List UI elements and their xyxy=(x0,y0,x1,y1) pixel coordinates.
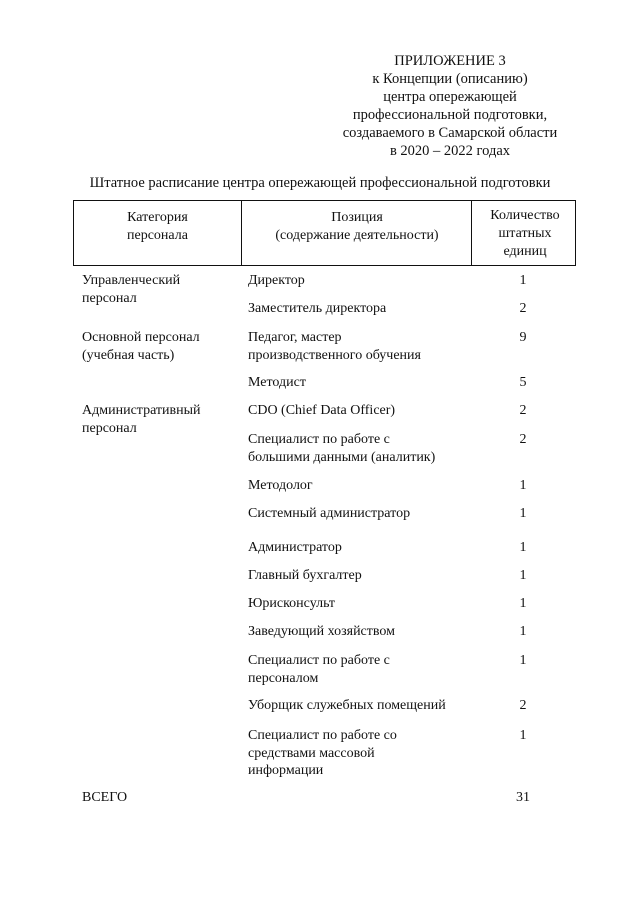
appendix-number: ПРИЛОЖЕНИЕ 3 xyxy=(394,53,506,69)
header-category xyxy=(74,201,241,265)
category-administrative xyxy=(82,402,242,437)
table-header xyxy=(73,200,576,266)
position-text: Заместитель директора xyxy=(248,301,387,316)
position-text: Администратор xyxy=(248,540,342,555)
category-text: Административный xyxy=(82,403,201,418)
appendix-line: создаваемого в Самарской области xyxy=(342,125,558,141)
header-text: Количество xyxy=(490,208,560,223)
position-cell xyxy=(248,652,478,687)
header-text: персонала xyxy=(127,228,188,243)
position-text: Директор xyxy=(248,273,305,288)
position-text: Специалист по работе с xyxy=(248,432,390,447)
category-text: Управленческий xyxy=(82,273,181,288)
quantity-cell: 2 xyxy=(519,432,527,447)
category-text: персонал xyxy=(82,290,137,306)
appendix-line: центра опережающей xyxy=(383,89,517,105)
quantity-cell: 2 xyxy=(519,301,527,316)
quantity-cell: 1 xyxy=(519,506,527,521)
position-text: производственного обучения xyxy=(248,347,421,363)
position-text: Специалист по работе с xyxy=(248,653,390,668)
header-position xyxy=(241,201,472,265)
header-text: (содержание деятельности) xyxy=(275,228,439,243)
position-text: средствами массовой xyxy=(248,745,375,761)
position-text: информации xyxy=(248,763,324,778)
position-text: Системный администратор xyxy=(248,506,411,521)
quantity-cell: 1 xyxy=(519,596,527,611)
position-text: CDO (Chief Data Officer) xyxy=(248,403,396,418)
quantity-cell: 2 xyxy=(519,403,527,418)
position-text: персоналом xyxy=(248,670,319,686)
category-main xyxy=(82,329,242,364)
position-cell xyxy=(248,374,478,392)
header-text: штатных xyxy=(498,226,552,241)
position-cell xyxy=(248,431,478,466)
total-label: ВСЕГО xyxy=(82,790,128,805)
position-cell xyxy=(248,595,478,613)
position-cell xyxy=(248,402,478,420)
header-text: Категория xyxy=(127,210,188,225)
position-text: Заведующий хозяйством xyxy=(248,624,395,639)
position-cell xyxy=(248,505,478,523)
position-cell xyxy=(248,300,478,318)
appendix-header xyxy=(300,52,600,160)
appendix-line: в 2020 – 2022 годах xyxy=(389,143,511,159)
position-cell xyxy=(248,727,478,780)
quantity-cell: 5 xyxy=(519,375,527,390)
header-quantity xyxy=(471,201,578,265)
quantity-cell: 2 xyxy=(519,698,527,713)
position-text: Методист xyxy=(248,375,306,390)
category-text: (учебная часть) xyxy=(82,347,175,363)
category-text: персонал xyxy=(82,420,137,436)
position-cell xyxy=(248,329,478,364)
position-text: Методолог xyxy=(248,478,313,493)
category-text: Основной персонал xyxy=(82,330,200,345)
header-text: Позиция xyxy=(331,210,383,225)
appendix-line: профессиональной подготовки, xyxy=(352,107,548,123)
total-value: 31 xyxy=(516,790,530,805)
position-cell xyxy=(248,567,478,585)
position-text: Педагог, мастер xyxy=(248,330,342,345)
appendix-line: к Концепции (описанию) xyxy=(372,71,528,87)
position-text: Уборщик служебных помещений xyxy=(248,698,446,713)
quantity-cell: 1 xyxy=(519,478,527,493)
quantity-cell: 1 xyxy=(519,653,527,668)
position-cell xyxy=(248,477,478,495)
category-management xyxy=(82,272,242,307)
position-text: большими данными (аналитик) xyxy=(248,449,436,465)
quantity-cell: 9 xyxy=(519,330,527,345)
quantity-cell: 1 xyxy=(519,568,527,583)
quantity-cell: 1 xyxy=(519,273,527,288)
quantity-cell: 1 xyxy=(519,728,527,743)
document-title: Штатное расписание центра опережающей профессиональной подготовки xyxy=(89,175,551,191)
position-text: Юрисконсульт xyxy=(248,596,336,611)
quantity-cell: 1 xyxy=(519,540,527,555)
position-cell xyxy=(248,697,478,715)
position-text: Главный бухгалтер xyxy=(248,568,362,583)
position-cell xyxy=(248,272,478,290)
position-cell xyxy=(248,623,478,641)
position-text: Специалист по работе со xyxy=(248,728,397,743)
header-text: единиц xyxy=(503,244,547,259)
position-cell xyxy=(248,539,478,557)
quantity-cell: 1 xyxy=(519,624,527,639)
